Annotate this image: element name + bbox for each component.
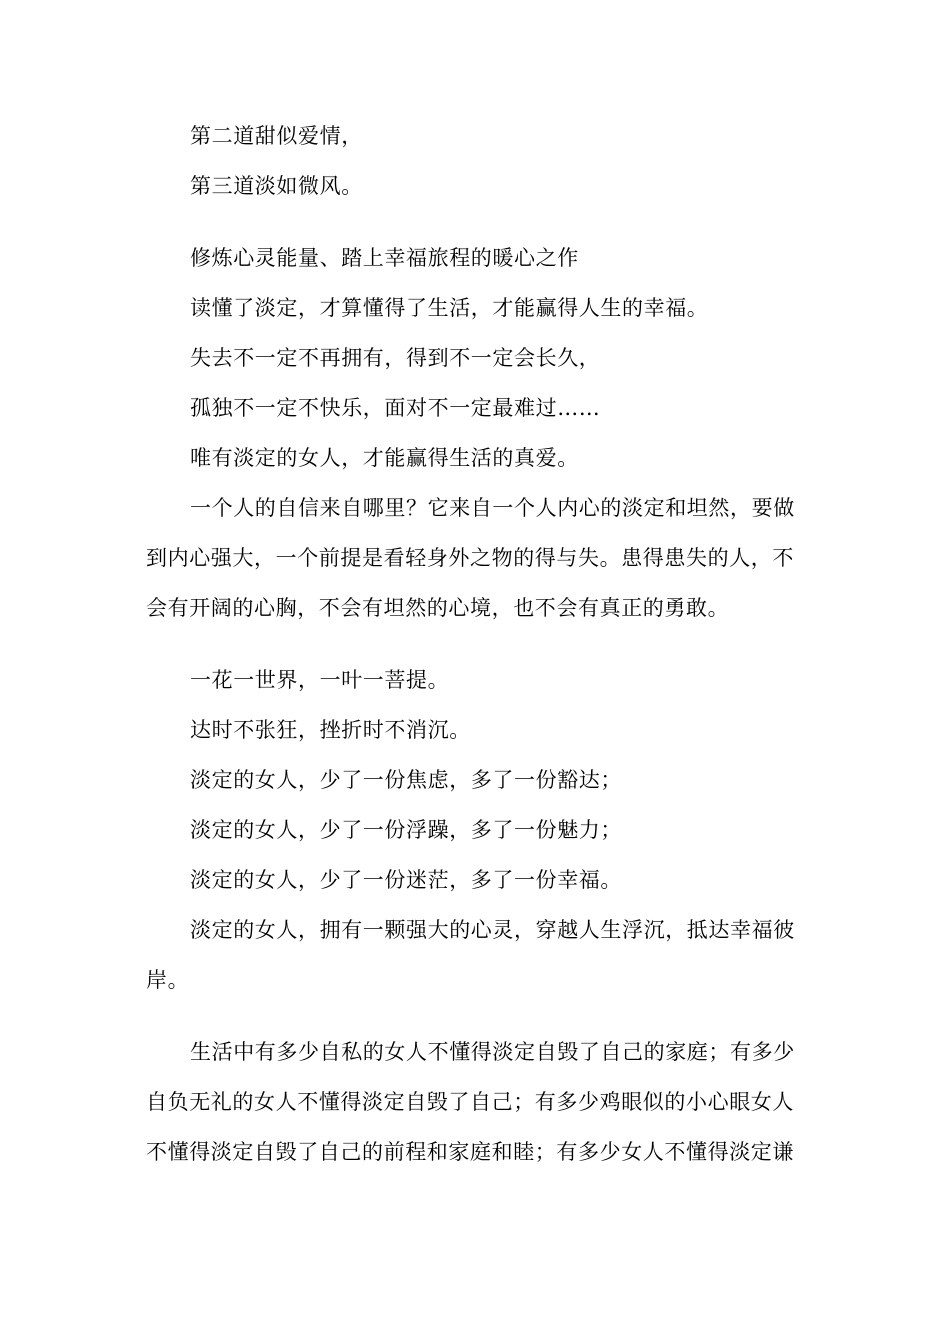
text-line: 淡定的女人，少了一份焦虑，多了一份豁达；: [190, 768, 622, 792]
text-line: 会有开阔的心胸，不会有坦然的心境，也不会有真正的勇敢。: [146, 596, 730, 620]
text-line: 岸。: [146, 968, 190, 992]
text-line: 自负无礼的女人不懂得淡定自毁了自己；有多少鸡眼似的小心眼女人: [146, 1090, 794, 1114]
text-line: 唯有淡定的女人，才能赢得生活的真爱。: [190, 446, 579, 470]
text-line: 淡定的女人，少了一份浮躁，多了一份魅力；: [190, 818, 622, 842]
text-line: 读懂了淡定，才算懂得了生活，才能赢得人生的幸福。: [190, 296, 709, 320]
text-line: 到内心强大，一个前提是看轻身外之物的得与失。患得患失的人，不: [146, 546, 794, 570]
text-line: 淡定的女人，拥有一颗强大的心灵，穿越人生浮沉，抵达幸福彼: [190, 918, 795, 942]
text-line: 一个人的自信来自哪里？它来自一个人内心的淡定和坦然，要做: [190, 496, 795, 520]
text-line: 失去不一定不再拥有，得到不一定会长久，: [190, 346, 601, 370]
text-line: 第三道淡如微风。: [190, 174, 363, 198]
text-line: 不懂得淡定自毁了自己的前程和家庭和睦；有多少女人不懂得淡定谦: [146, 1140, 794, 1164]
text-line: 修炼心灵能量、踏上幸福旅程的暖心之作: [190, 246, 579, 270]
text-line: 生活中有多少自私的女人不懂得淡定自毁了自己的家庭；有多少: [190, 1040, 795, 1064]
text-line: 第二道甜似爱情，: [190, 124, 363, 148]
text-line: 一花一世界，一叶一菩提。: [190, 668, 450, 692]
text-line: 淡定的女人，少了一份迷茫，多了一份幸福。: [190, 868, 622, 892]
text-line: 孤独不一定不快乐，面对不一定最难过……: [190, 396, 601, 420]
text-line: 达时不张狂，挫折时不消沉。: [190, 718, 471, 742]
